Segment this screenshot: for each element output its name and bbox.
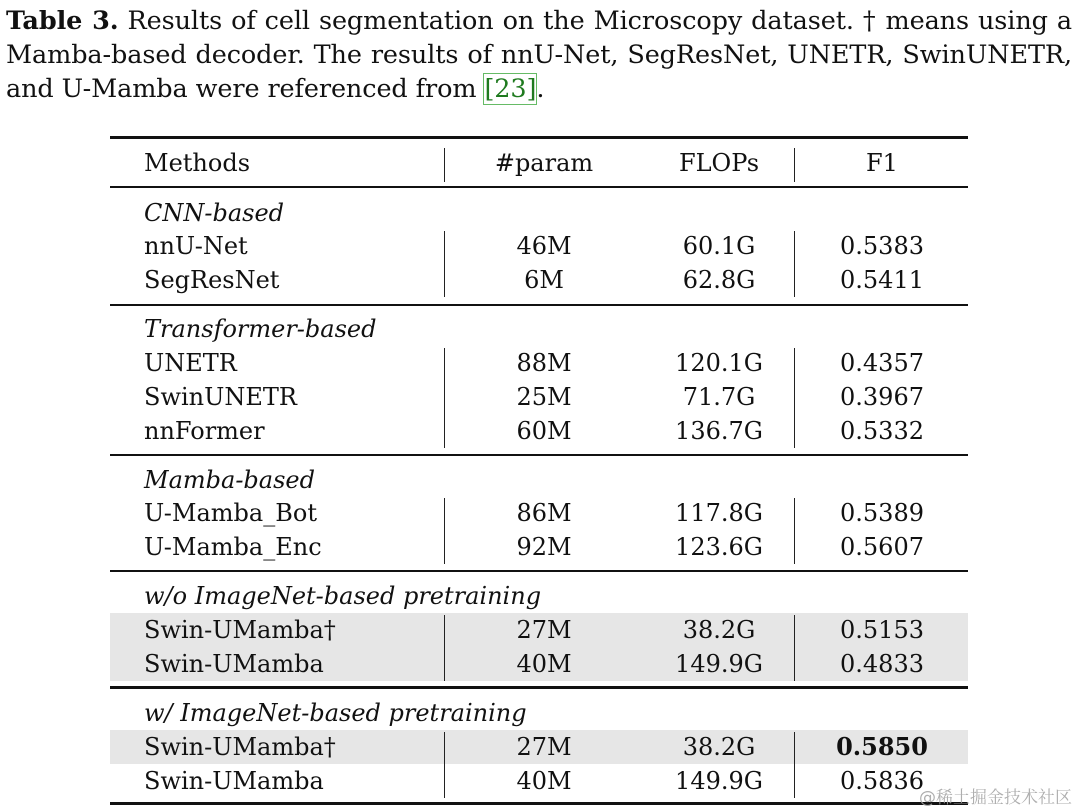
param-cell: 6M <box>524 266 564 294</box>
column-divider <box>444 231 445 297</box>
method-cell: SwinUNETR <box>144 383 297 411</box>
flops-cell: 60.1G <box>682 232 756 260</box>
flops-cell: 136.7G <box>675 417 763 445</box>
group-rule <box>110 686 968 689</box>
f1-cell: 0.4357 <box>840 349 924 377</box>
header-flops: FLOPs <box>678 149 760 177</box>
group-rule <box>110 304 968 306</box>
f1-cell: 0.5153 <box>840 616 924 644</box>
column-divider <box>444 348 445 448</box>
flops-cell: 38.2G <box>682 616 756 644</box>
table-row <box>110 764 968 798</box>
flops-cell: 62.8G <box>682 266 756 294</box>
header-f1: F1 <box>866 149 898 177</box>
top-rule <box>110 136 968 139</box>
table-row <box>110 380 968 414</box>
table-row <box>110 730 968 764</box>
f1-cell: 0.5607 <box>840 533 924 561</box>
param-cell: 40M <box>516 650 572 678</box>
column-divider <box>794 348 795 448</box>
column-divider <box>444 498 445 564</box>
method-cell: UNETR <box>144 349 237 377</box>
method-cell: Swin-UMamba† <box>144 733 336 761</box>
method-cell: U-Mamba_Enc <box>144 533 322 561</box>
column-divider <box>794 148 795 182</box>
citation-link[interactable]: [23] <box>484 74 537 104</box>
header-row <box>110 146 968 180</box>
header-param: #param <box>494 149 594 177</box>
f1-cell: 0.5836 <box>840 767 924 795</box>
flops-cell: 71.7G <box>682 383 756 411</box>
param-cell: 27M <box>516 616 572 644</box>
table-row <box>110 647 968 681</box>
table-row <box>110 496 968 530</box>
param-cell: 92M <box>516 533 572 561</box>
table-row <box>110 263 968 297</box>
table-row <box>110 530 968 564</box>
method-cell: nnU-Net <box>144 232 248 260</box>
method-cell: Swin-UMamba <box>144 650 324 678</box>
header-rule <box>110 186 968 188</box>
caption-end: . <box>536 74 545 104</box>
column-divider <box>444 732 445 798</box>
caption-text: Results of cell segmentation on the Microscopy dataset. † means using a Mamba-based decoder. The results of nnU-Net, SegResNet, UNETR, SwinUNETR, and U-Mamba were referenced from <box>6 6 1072 104</box>
method-cell: nnFormer <box>144 417 265 445</box>
header-methods: Methods <box>144 149 251 177</box>
group-rule <box>110 454 968 456</box>
param-cell: 88M <box>516 349 572 377</box>
table-row <box>110 229 968 263</box>
column-divider <box>794 615 795 681</box>
flops-cell: 149.9G <box>675 767 763 795</box>
column-divider <box>444 615 445 681</box>
param-cell: 27M <box>516 733 572 761</box>
method-cell: U-Mamba_Bot <box>144 499 317 527</box>
method-cell: SegResNet <box>144 266 280 294</box>
group-title-pretraining: w/ ImageNet-based pretraining <box>144 699 527 727</box>
flops-cell: 149.9G <box>675 650 763 678</box>
f1-cell: 0.5332 <box>840 417 924 445</box>
f1-cell-best: 0.5850 <box>836 732 928 761</box>
f1-cell: 0.4833 <box>840 650 924 678</box>
flops-cell: 120.1G <box>675 349 763 377</box>
column-divider <box>794 732 795 798</box>
group-title-no-pretraining: w/o ImageNet-based pretraining <box>144 582 542 610</box>
table-row <box>110 346 968 380</box>
caption-label: Table 3. <box>6 6 119 36</box>
param-cell: 86M <box>516 499 572 527</box>
f1-cell: 0.5383 <box>840 232 924 260</box>
column-divider <box>444 148 445 182</box>
table-row <box>110 613 968 647</box>
f1-cell: 0.3967 <box>840 383 924 411</box>
flops-cell: 123.6G <box>675 533 763 561</box>
table-row <box>110 414 968 448</box>
f1-cell: 0.5389 <box>840 499 924 527</box>
param-cell: 60M <box>516 417 572 445</box>
column-divider <box>794 231 795 297</box>
column-divider <box>794 498 795 564</box>
group-title-mamba: Mamba-based <box>144 466 315 494</box>
flops-cell: 38.2G <box>682 733 756 761</box>
bottom-rule <box>110 802 968 805</box>
f1-cell: 0.5411 <box>840 266 924 294</box>
param-cell: 40M <box>516 767 572 795</box>
table-caption <box>6 4 1072 106</box>
param-cell: 46M <box>516 232 572 260</box>
flops-cell: 117.8G <box>675 499 763 527</box>
group-rule <box>110 570 968 572</box>
method-cell: Swin-UMamba† <box>144 616 336 644</box>
watermark: @稀土掘金技术社区 <box>919 788 1072 808</box>
method-cell: Swin-UMamba <box>144 767 324 795</box>
param-cell: 25M <box>516 383 572 411</box>
group-title-cnn: CNN-based <box>144 199 285 227</box>
group-title-transformer: Transformer-based <box>144 315 377 343</box>
